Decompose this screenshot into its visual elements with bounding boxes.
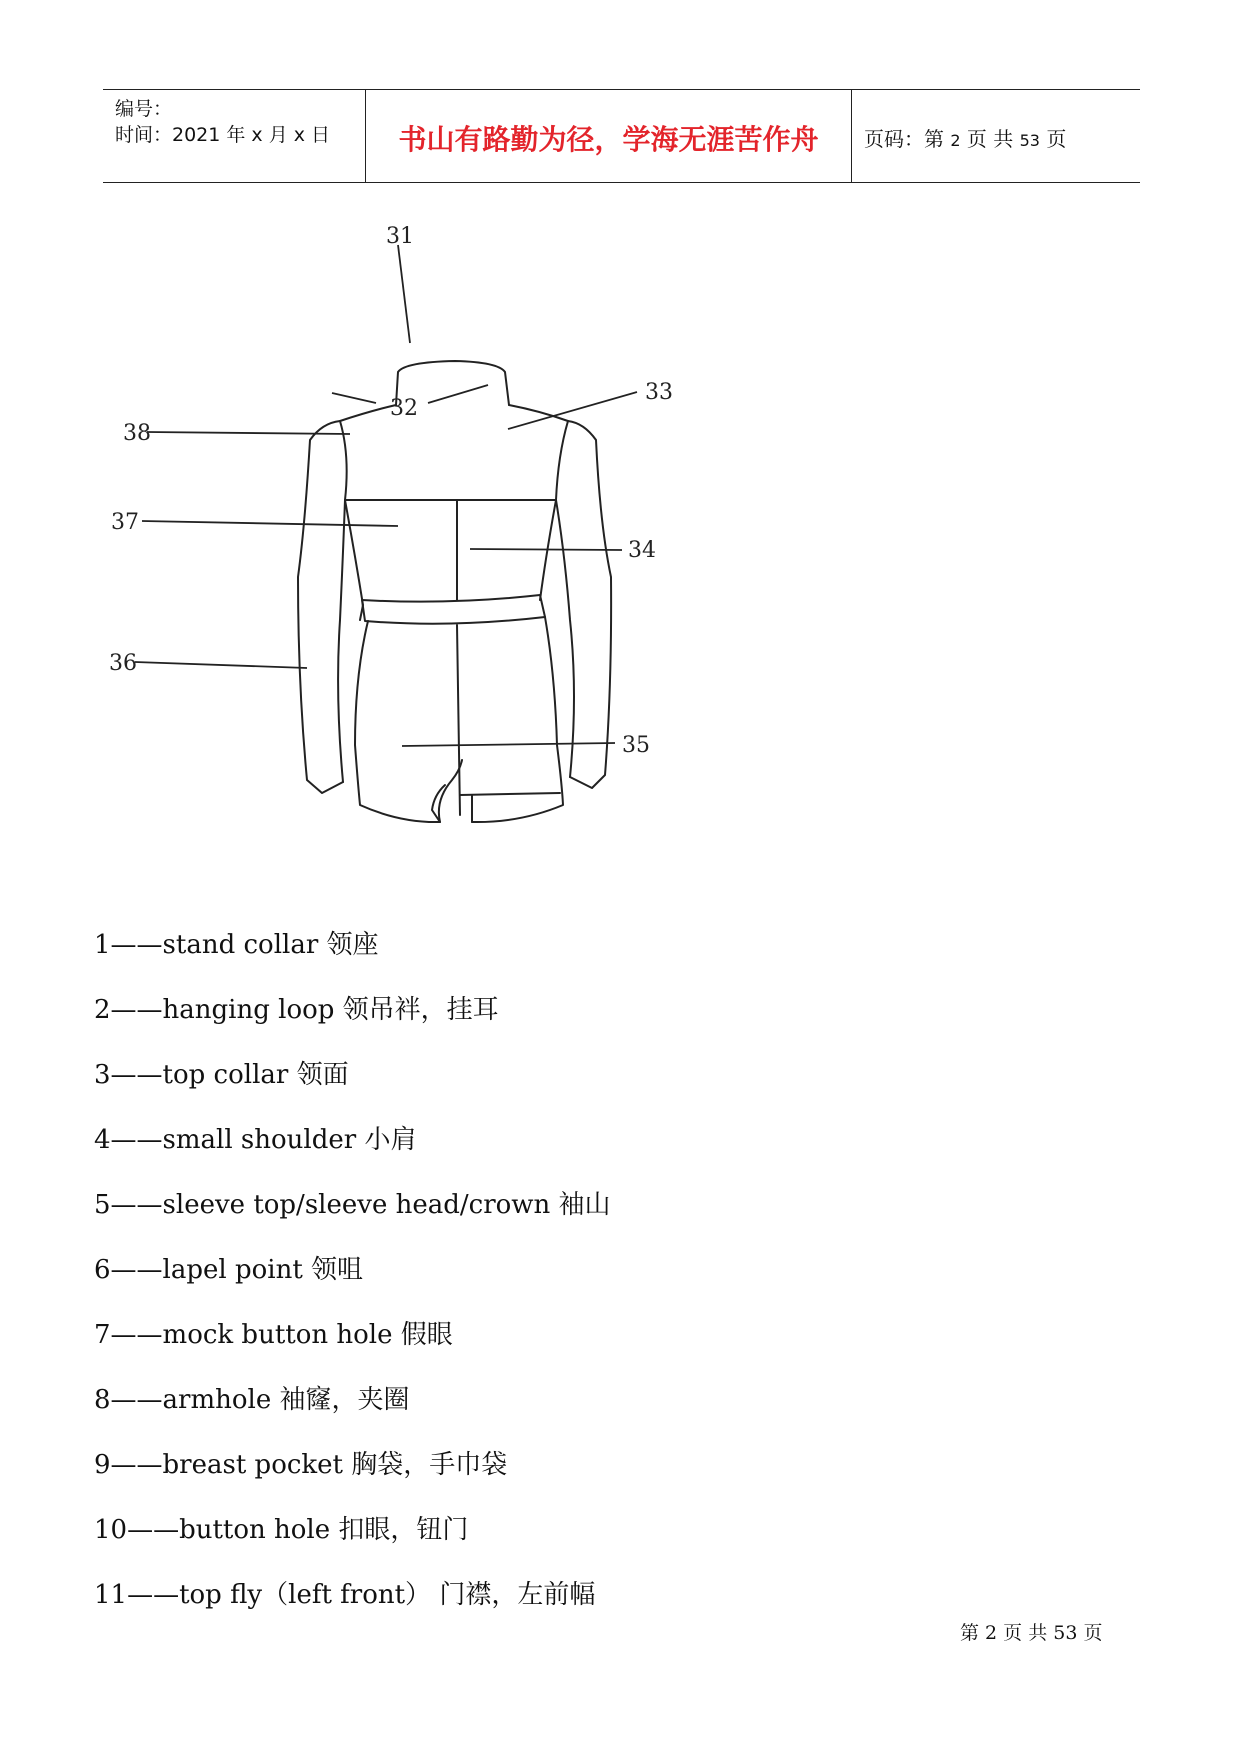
- glossary-item: 7——mock button hole 假眼: [94, 1320, 453, 1350]
- page-suffix: 页: [1046, 127, 1067, 151]
- label-36: 36: [109, 651, 137, 676]
- label-34: 34: [628, 538, 656, 563]
- page-total: 53: [1019, 131, 1040, 150]
- glossary-item: 9——breast pocket 胸袋，手巾袋: [94, 1450, 508, 1480]
- glossary-item: 2——hanging loop 领吊袢，挂耳: [94, 995, 499, 1025]
- label-32: 32: [390, 396, 418, 421]
- glossary-item: 1——stand collar 领座: [94, 930, 379, 960]
- label-35: 35: [622, 733, 650, 758]
- page-current: 2: [950, 131, 961, 150]
- date-label: 时间：2021 年 x 月 x 日: [115, 124, 331, 146]
- label-33: 33: [645, 380, 673, 405]
- motto-text: 书山有路勤为径，学海无涯苦作舟: [398, 123, 819, 156]
- glossary-item: 8——armhole 袖窿，夹圈: [94, 1385, 410, 1415]
- page-number-label: [864, 123, 1066, 152]
- label-38: 38: [123, 421, 151, 446]
- page-prefix: 页码：第: [864, 127, 944, 151]
- jacket-back-drawing: [100, 225, 800, 885]
- jacket-back-diagram: [100, 225, 800, 885]
- glossary-item: 4——small shoulder 小肩: [94, 1125, 417, 1155]
- glossary-item: 11——top fly（left front） 门襟，左前幅: [94, 1580, 596, 1610]
- glossary-list: [94, 930, 1094, 1645]
- header-motto-cell: [366, 90, 852, 182]
- glossary-item: 6——lapel point 领咀: [94, 1255, 364, 1285]
- page-middle: 页 共: [966, 127, 1014, 151]
- page-footer: 第 2 页 共 53 页: [960, 1622, 1103, 1644]
- header-info-cell: [103, 90, 366, 182]
- glossary-item: 3——top collar 领面: [94, 1060, 349, 1090]
- serial-number-label: 编号：: [115, 98, 173, 120]
- glossary-item: 10——button hole 扣眼，钮门: [94, 1515, 469, 1545]
- glossary-item: 5——sleeve top/sleeve head/crown 袖山: [94, 1190, 611, 1220]
- label-37: 37: [111, 510, 139, 535]
- header-page-cell: [852, 90, 1140, 182]
- label-31: 31: [386, 225, 414, 249]
- page-header: [103, 89, 1140, 183]
